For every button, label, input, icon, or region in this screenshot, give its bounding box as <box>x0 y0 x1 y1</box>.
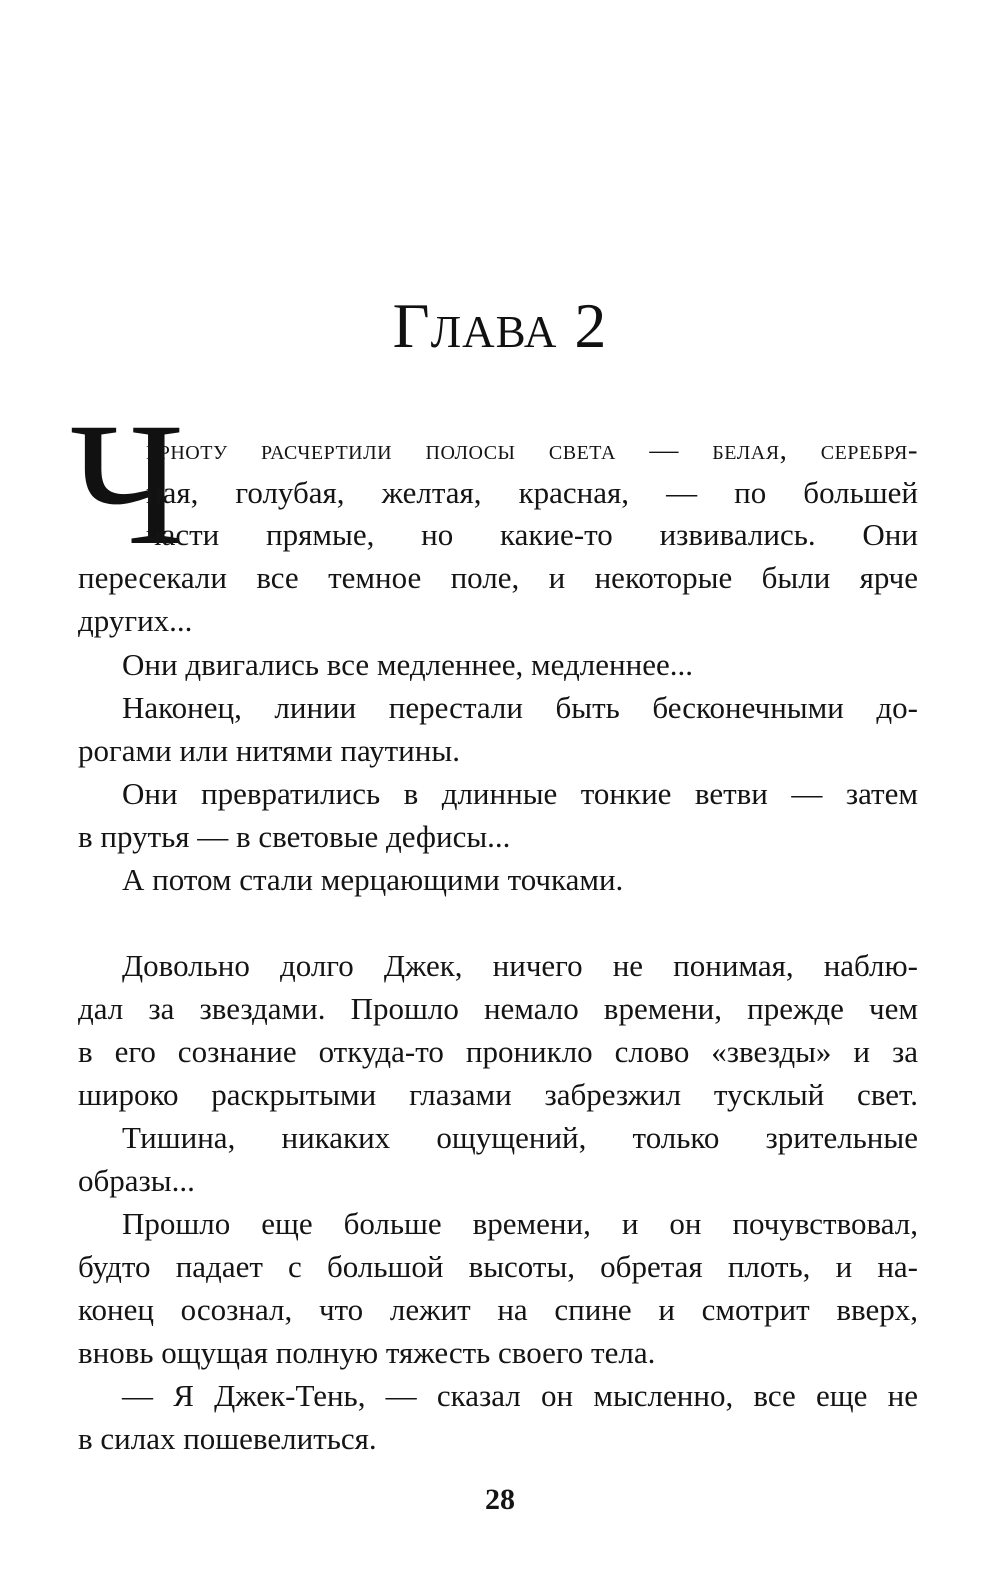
paragraph-line: Они двигались все медленнее, медленнее... <box>122 647 693 682</box>
paragraph-line: Довольно долго Джек, ничего не понимая, наблю- <box>122 948 918 983</box>
text-line: дал за звездами. Прошло немало времени, прежде чем <box>78 991 918 1026</box>
paragraph-line: Они превратились в длинные тонкие ветви — затем <box>122 776 918 811</box>
text-line: образы... <box>78 1163 195 1198</box>
paragraph-line: Наконец, линии перестали быть бесконечными до- <box>122 690 918 725</box>
text-line: конец осознал, что лежит на спине и смотрит вверх, <box>78 1292 918 1327</box>
text-line: в силах пошевелиться. <box>78 1421 377 1456</box>
text-line: в прутья — в световые дефисы... <box>78 819 511 854</box>
text-line: будто падает с большой высоты, обретая плоть, и на- <box>78 1249 918 1284</box>
first-line-small-caps: ерноту расчертили полосы света — белая, серебря- <box>146 434 918 466</box>
text-line: вновь ощущая полную тяжесть своего тела. <box>78 1335 656 1370</box>
text-line: пересекали все темное поле, и некоторые были ярче <box>78 560 918 595</box>
text-line: части прямые, но какие-то извивались. Они <box>146 517 918 552</box>
chapter-title: Глава 2 <box>392 290 608 361</box>
drop-cap: Ч <box>70 387 185 582</box>
text-line: рогами или нитями паутины. <box>78 733 460 768</box>
text-line: широко раскрытыми глазами забрезжил тусклый свет. <box>78 1077 918 1112</box>
text-line: в его сознание откуда-то проникло слово «звезды» и за <box>78 1034 918 1069</box>
paragraph-line: — Я Джек-Тень, — сказал он мысленно, все еще не <box>122 1378 918 1413</box>
paragraph-line: Тишина, никаких ощущений, только зрительные <box>122 1120 918 1155</box>
text-line: других... <box>78 603 193 638</box>
text-line: ная, голубая, желтая, красная, — по большей <box>146 475 918 510</box>
paragraph-line: А потом стали мерцающими точками. <box>122 862 624 897</box>
page-number: 28 <box>485 1483 515 1516</box>
paragraph-line: Прошло еще больше времени, и он почувствовал, <box>122 1206 918 1241</box>
